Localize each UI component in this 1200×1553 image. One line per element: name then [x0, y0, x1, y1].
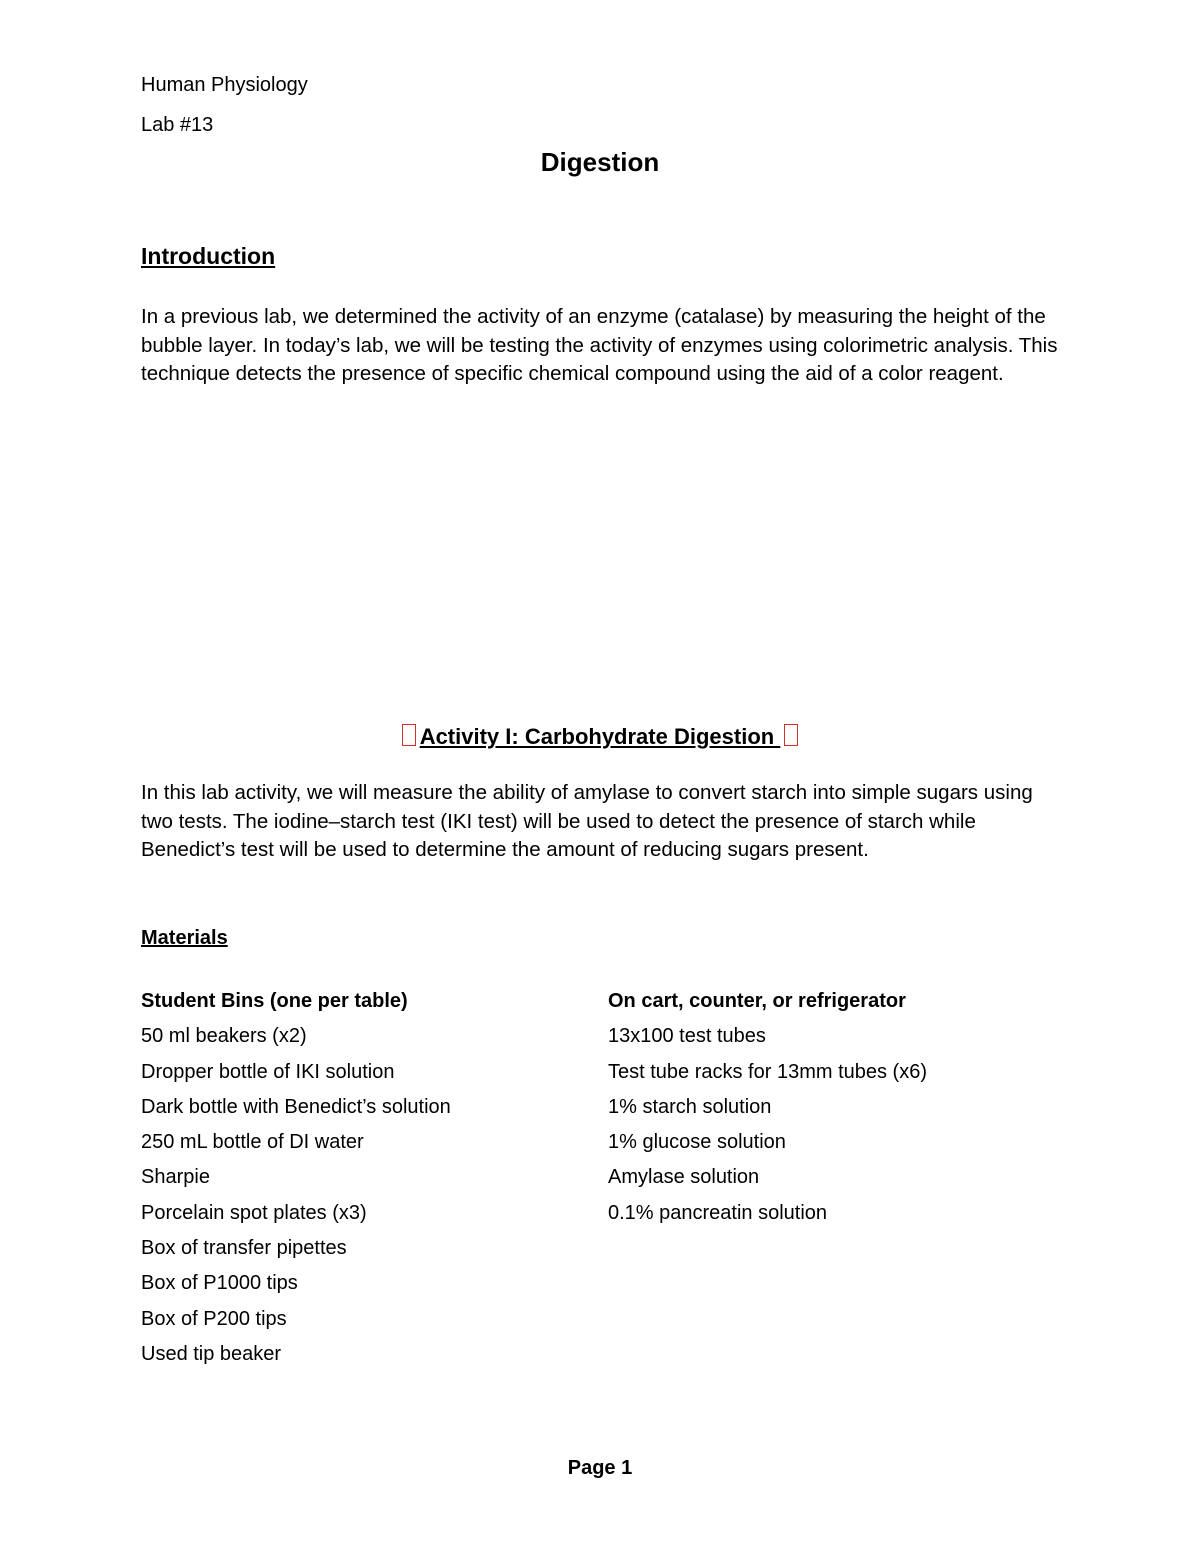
list-item: 13x100 test tubes	[608, 1025, 766, 1048]
list-item: 50 ml beakers (x2)	[141, 1025, 307, 1048]
list-item: Dropper bottle of IKI solution	[141, 1060, 395, 1083]
cart-column	[608, 986, 927, 1233]
student-bins-heading: Student Bins (one per table)	[141, 990, 408, 1012]
materials-heading: Materials	[141, 927, 228, 949]
list-item: 250 mL bottle of DI water	[141, 1131, 364, 1154]
list-item: Dark bottle with Benedict’s solution	[141, 1095, 451, 1118]
list-item: Test tube racks for 13mm tubes (x6)	[608, 1060, 928, 1083]
introduction-paragraph: In a previous lab, we determined the activity of an enzyme (catalase) by measuring the height of the bubble layer. In today’s lab, we will be testing the activity of enzymes using colorimetric analysis. This technique detects the presence of specific chemical compound using the aid of a color reagent.	[141, 305, 1058, 386]
list-item: 0.1% pancreatin solution	[608, 1201, 828, 1224]
page-number: Page 1	[567, 1457, 633, 1479]
list-item: Box of P200 tips	[141, 1307, 287, 1330]
list-item: Box of transfer pipettes	[141, 1237, 347, 1260]
list-item: 1% glucose solution	[608, 1131, 786, 1154]
list-item: Sharpie	[141, 1166, 210, 1189]
list-item: Used tip beaker	[141, 1342, 282, 1365]
list-item: Amylase solution	[608, 1166, 760, 1189]
introduction-heading: Introduction	[141, 243, 276, 269]
activity-marker-right-icon	[784, 724, 798, 746]
list-item: Porcelain spot plates (x3)	[141, 1201, 367, 1224]
lab-number: Lab #13	[141, 114, 214, 136]
list-item: Box of P1000 tips	[141, 1272, 298, 1295]
activity-paragraph: In this lab activity, we will measure the ability of amylase to convert starch into simple sugars using two tests. The iodine–starch test (IKI test) will be used to detect the presence of starch while Benedict’s test will be used to determine the amount of reducing sugars present.	[141, 781, 1033, 862]
activity-heading	[0, 724, 1200, 750]
course-name: Human Physiology	[141, 74, 308, 96]
cart-heading: On cart, counter, or refrigerator	[608, 990, 906, 1012]
activity-title-text: Activity I: Carbohydrate Digestion	[419, 724, 781, 749]
list-item: 1% starch solution	[608, 1095, 772, 1118]
activity-marker-left-icon	[402, 724, 416, 746]
page-title: Digestion	[540, 147, 660, 177]
student-bins-column	[141, 986, 451, 1374]
